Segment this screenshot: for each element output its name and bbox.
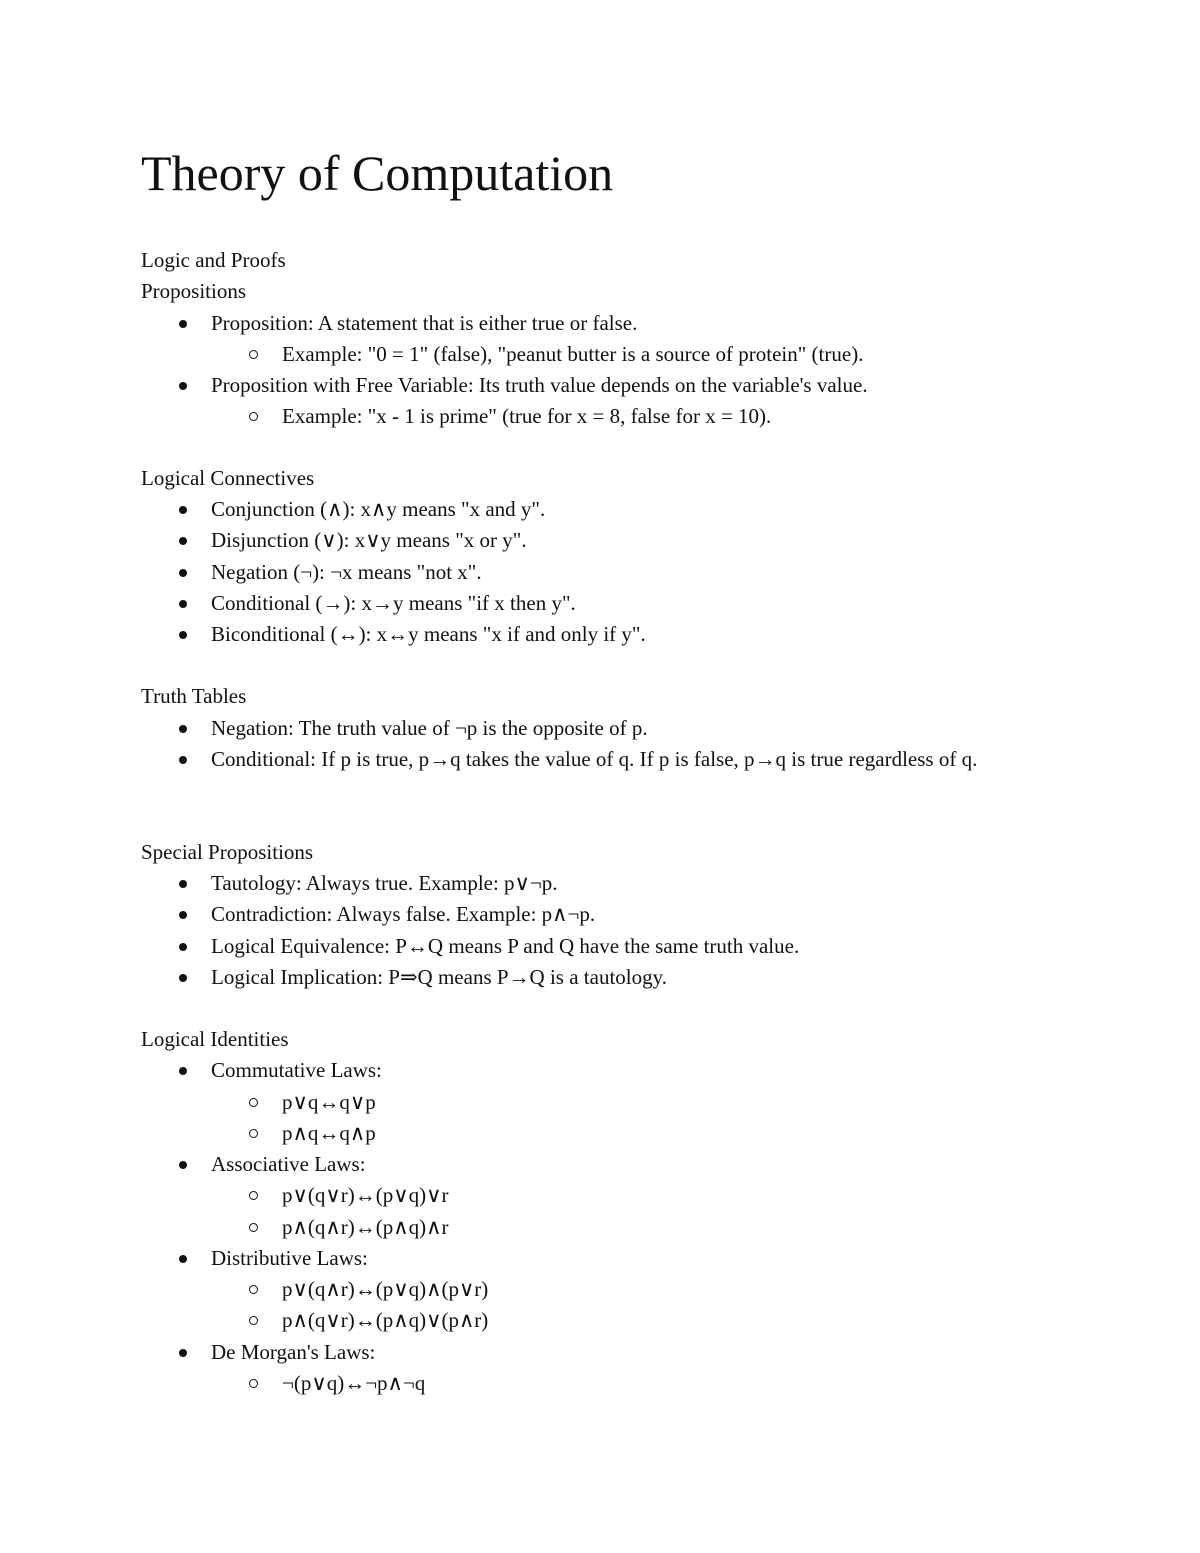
- section-heading: Special Propositions: [141, 840, 314, 864]
- sub-list-item: p∧(q∧r)↔(p∧q)∧r: [282, 1212, 448, 1243]
- list-item: Disjunction (∨): x∨y means "x or y".: [211, 525, 527, 556]
- bullet-icon: [179, 1067, 187, 1075]
- list-item: Logical Equivalence: P↔Q means P and Q have the same truth value.: [211, 931, 799, 962]
- sub-list-item: p∧q↔q∧p: [282, 1118, 376, 1149]
- bullet-icon: [179, 756, 187, 764]
- hollow-bullet-icon: [249, 1191, 258, 1200]
- bullet-icon: [179, 943, 187, 951]
- list-item: Logical Implication: P⇒Q means P→Q is a tautology.: [211, 962, 667, 993]
- hollow-bullet-icon: [249, 1316, 258, 1325]
- bullet-icon: [179, 537, 187, 545]
- hollow-bullet-icon: [249, 1285, 258, 1294]
- bullet-icon: [179, 631, 187, 639]
- document-title: Theory of Computation: [141, 145, 614, 201]
- bullet-icon: [179, 1349, 187, 1357]
- sub-list-item: p∨(q∧r)↔(p∨q)∧(p∨r): [282, 1274, 488, 1305]
- section-heading: Logical Identities: [141, 1027, 289, 1051]
- section-heading: Logical Connectives: [141, 466, 315, 490]
- hollow-bullet-icon: [249, 1129, 258, 1138]
- bullet-icon: [179, 725, 187, 733]
- bullet-icon: [179, 974, 187, 982]
- bullet-icon: [179, 506, 187, 514]
- sub-list-item: Example: "x - 1 is prime" (true for x = 8, false for x = 10).: [282, 401, 771, 432]
- list-item: Proposition with Free Variable: Its truth value depends on the variable's value.: [211, 370, 868, 401]
- bullet-icon: [179, 1255, 187, 1263]
- bullet-icon: [179, 382, 187, 390]
- list-item: Conditional: If p is true, p→q takes the value of q. If p is false, p→q is true regardless of q.: [211, 744, 1056, 775]
- bullet-icon: [179, 600, 187, 608]
- list-item: Tautology: Always true. Example: p∨¬p.: [211, 868, 558, 899]
- hollow-bullet-icon: [249, 412, 258, 421]
- bullet-icon: [179, 911, 187, 919]
- list-item: Biconditional (↔): x↔y means "x if and only if y".: [211, 619, 646, 650]
- list-item: Conjunction (∧): x∧y means "x and y".: [211, 494, 545, 525]
- bullet-icon: [179, 320, 187, 328]
- list-item: Negation: The truth value of ¬p is the opposite of p.: [211, 713, 648, 744]
- list-item: De Morgan's Laws:: [211, 1337, 375, 1368]
- list-item: Negation (¬): ¬x means "not x".: [211, 557, 482, 588]
- sub-list-item: Example: "0 = 1" (false), "peanut butter is a source of protein" (true).: [282, 339, 863, 370]
- sub-list-item: ¬(p∨q)↔¬p∧¬q: [282, 1368, 425, 1399]
- list-item: Proposition: A statement that is either true or false.: [211, 308, 637, 339]
- list-item: Associative Laws:: [211, 1149, 366, 1180]
- section-subheading: Propositions: [141, 279, 247, 303]
- list-item: Contradiction: Always false. Example: p∧¬p.: [211, 899, 595, 930]
- bullet-icon: [179, 569, 187, 577]
- bullet-icon: [179, 1161, 187, 1169]
- list-item: Distributive Laws:: [211, 1243, 368, 1274]
- sub-list-item: p∧(q∨r)↔(p∧q)∨(p∧r): [282, 1305, 488, 1336]
- hollow-bullet-icon: [249, 1098, 258, 1107]
- section-heading: Logic and Proofs: [141, 248, 286, 272]
- hollow-bullet-icon: [249, 1223, 258, 1232]
- sub-list-item: p∨q↔q∨p: [282, 1087, 376, 1118]
- hollow-bullet-icon: [249, 350, 258, 359]
- section-heading: Truth Tables: [141, 684, 247, 708]
- bullet-icon: [179, 880, 187, 888]
- sub-list-item: p∨(q∨r)↔(p∨q)∨r: [282, 1180, 448, 1211]
- list-item: Commutative Laws:: [211, 1055, 382, 1086]
- hollow-bullet-icon: [249, 1379, 258, 1388]
- list-item: Conditional (→): x→y means "if x then y".: [211, 588, 576, 619]
